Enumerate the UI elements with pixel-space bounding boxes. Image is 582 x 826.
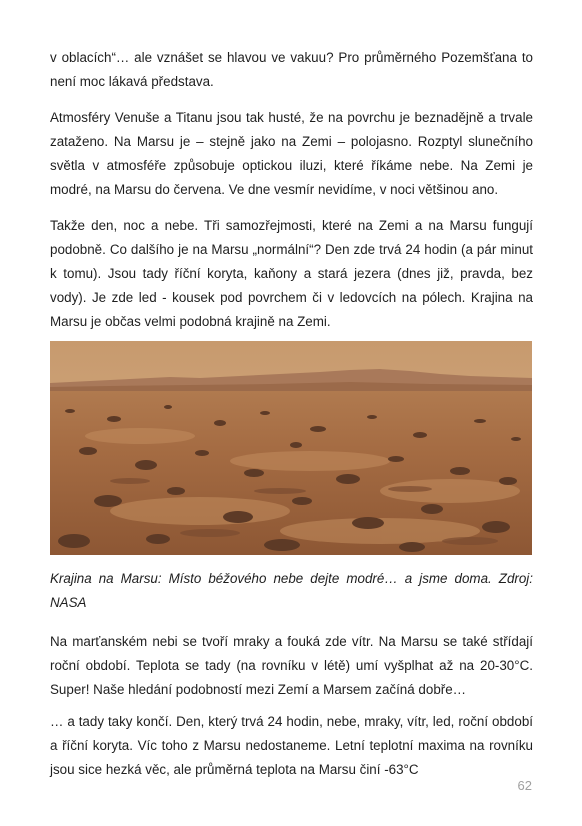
paragraph-weather: Na marťanském nebi se tvoří mraky a fouká zde vítr. Na Marsu se také střídají roční období. Teplota se tady (na rovníku v létě) umí vyšplhat až na 20-30°C. Super! Naše hledání podobností mezi Zemí a Marsem začíná dobře… [50, 634, 533, 697]
figure-caption: Krajina na Marsu: Místo béžového nebe dejte modré… a jsme doma. Zdroj: NASA [50, 571, 533, 610]
paragraph-similarities: Takže den, noc a nebe. Tři samozřejmosti, které na Zemi a na Marsu fungují podobně. Co dalšího je na Marsu „normální“? Den zde trvá 24 hodin (a pár minut k tomu). Jsou tady říční koryta, kaňony a stará jezera (dnes již, pravda, bez vody). Je zde led - kousek pod povrchem či v ledovcích na pólech. Krajina na Marsu je občas velmi podobná krajině na Zemi. [50, 218, 533, 329]
mars-landscape-photo [50, 341, 532, 555]
paragraph-differences: … a tady taky končí. Den, který trvá 24 hodin, nebe, mraky, vítr, led, roční období a říční koryta. Víc toho z Marsu nedostaneme. Letní teplotní maxima na rovníku jsou sice hezká věc, ale průměrná teplota na Marsu činí -63°C [50, 714, 533, 777]
page-number: 62 [517, 778, 532, 793]
paragraph-atmosphere: Atmosféry Venuše a Titanu jsou tak husté, že na povrchu je beznadějně a trvale zataženo. Na Marsu je – stejně jako na Zemi – polojasno. Rozptyl slunečního světla v atmosféře způsobuje optickou iluzi, které říkáme nebe. Na Zemi je modré, na Marsu do červena. Ve dne vesmír nevidíme, v noci většinou ano. [50, 110, 533, 197]
paragraph-intro: v oblacích“… ale vznášet se hlavou ve vakuu? Pro průměrného Pozemšťana to není moc lákavá představa. [50, 50, 533, 89]
